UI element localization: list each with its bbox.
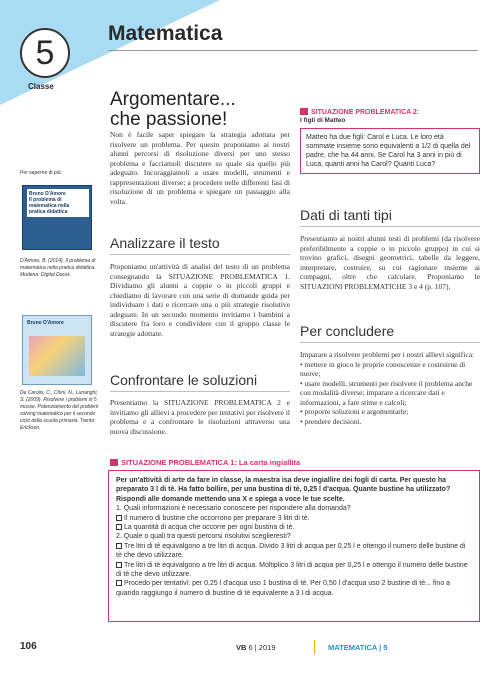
checkbox	[116, 524, 122, 530]
magazine-issue: VB 6 | 2019	[236, 643, 276, 652]
class-label: Classe	[28, 82, 54, 91]
heading-confrontare: Confrontare le soluzioni	[110, 372, 258, 388]
option-2a: Tre litri di tè equivalgono a tre litri di acqua. Divido 3 litri di acqua per 0,25 l e ottengo il numero delle bustine di tè che devo utilizzare.	[116, 542, 466, 560]
checkbox	[116, 562, 122, 568]
text-confrontare: Presentiamo la SITUAZIONE PROBLEMATICA 2 e invitiamo gli allievi a procedere per tentativi per risolvere il problema e a confrontare le risoluzioni attraverso una nuova discussione.	[110, 398, 290, 436]
heading-underline	[300, 342, 480, 343]
page-number: 106	[20, 641, 37, 652]
heading-dati: Dati di tanti tipi	[300, 207, 392, 223]
checkbox	[116, 515, 122, 521]
book-cover-2-title: Bruno D'Amore	[27, 320, 64, 326]
book-ref-2: De Carolis, C., Chini, N., Lunanghi, S. (2009). Risolvere i problemi in 5 mosse. Potenziamento del problem solving matematico per il secondo ciclo della scuola primaria. Trento: Erickson.	[20, 390, 99, 431]
option-2c: Procedo per tentativi: per 0,25 l d'acqua uso 1 bustina di tè. Per 0,50 l d'acqua uso 2 bustine di tè... fino a quando raggiungo il numero di bustine di tè equivalente a 3 l di acqua.	[116, 580, 451, 597]
situazione-2-subtitle: I figli di Matteo	[300, 117, 346, 124]
option-1b: La quantità di acqua che occorre per ogni bustina di tè.	[116, 523, 472, 532]
book-cover-1	[22, 185, 92, 250]
option-1a: Il numero di bustine che occorrono per preparare 3 litri di tè.	[116, 514, 472, 523]
heading-analizzare: Analizzare il testo	[110, 235, 220, 251]
situazione-2-heading: SITUAZIONE PROBLEMATICA 2:	[300, 108, 480, 116]
header-rule	[108, 50, 478, 51]
pencil-icon	[300, 108, 308, 115]
situazione-2-box: Matteo ha due figli: Carol e Luca. Le loro età sommate insieme sono equivalenti a 1/2 di quella del padre, che ha 44 anni. Se Carol ha 3 anni in più di Luca, quanti anni ha Carol? Quanti Luca?	[300, 128, 480, 174]
option-2b: Tre litri di tè equivalgono a tre litri di acqua. Moltiplico 3 litri di acqua per 0,25 l e ottengo il numero delle bustine di tè che devo utilizzare.	[116, 561, 468, 579]
book-cover-2-art	[29, 336, 85, 376]
sidebar-caption: Per saperne di più:	[20, 170, 62, 176]
heading-concludere: Per concludere	[300, 323, 395, 339]
text-analizzare: Proponiamo un'attività di analisi del testo di un problema consegnando la SITUAZIONE PROBLEMATICA 1. Dividiamo gli alunni a coppie o in piccoli gruppi e chiediamo di lavorare con una serie di domande guida per individuare i dati e ricercare una o più strategie risolutive adeguate. In un secondo momento invitiamo i bambini a discutere fra loro e condividere con il gruppo classe le strategie adottate.	[110, 262, 290, 338]
text-dati: Presentiamo ai nostri alunni testi di problemi (da risolvere preferibilmente a coppie o in piccolo gruppo) in cui si trovino grafici, disegni geometrici, tabelle da leggere, interpretare, costruire, su cui ragionare insieme ai compagni, oltre che calcolare. Proponiamo le SITUAZIONI PROBLEMATICHE 3 e 4 (p. 107).	[300, 234, 480, 291]
situazione-1-box	[108, 470, 480, 622]
page-subject: Matematica	[108, 22, 223, 45]
checkbox	[116, 580, 122, 586]
page-title: Argomentare... che passione!	[110, 89, 236, 130]
situazione-1-intro: Per un'attività di arte da fare in classe, la maestra ìsa deve ingiallire dei fogli di carta. Per questo ha preparato 3 l di tè. Ha fatto bollire, per una bustina di tè, 0,25 l d'acqua. Quante bustine ha utilizzato? Rispondi alle domande mettendo una X e spiega a voce le tue scelte.	[116, 477, 451, 503]
situazione-2-panel	[300, 108, 480, 174]
footer-section: MATEMATICA | 5	[328, 643, 388, 652]
intro-text: Non è facile saper spiegare la strategia adottata per risolvere un problema. Per questo proponiamo ai nostri alunni percorsi di risoluzione diversi per uno stesso problema e facciamoli discutere su quale sia quello più adeguato. Incoraggiamoli a usare modelli, strumenti e rappresentazioni diverse; a procedere nelle differenti fasi di risoluzione di un problema e spiegare un passaggio alla volta.	[110, 130, 290, 206]
book-cover-1-title: Bruno D'Amore Il problema di matematica nella pratica didattica	[27, 189, 89, 217]
footer-divider	[314, 640, 315, 654]
question-1: 1. Quali informazioni è necessario conoscere per rispondere alla domanda?	[116, 505, 351, 513]
pencil-icon	[110, 459, 118, 466]
heading-underline	[300, 226, 480, 227]
heading-underline	[110, 391, 290, 392]
heading-underline	[110, 254, 290, 255]
question-2: 2. Quale o quali tra questi percorsi risolutivi sceglieresti?	[116, 533, 291, 541]
list-concludere: Imparare a risolvere problemi per i nostri allievi significa: • mettere in gioco le proprie conoscenze e costruirne di nuove; • usare modelli, strumenti per risolvere il problema anche con modalità diverse; imparare a ricercare dati e informazioni, a fare stime e calcoli; • proporre soluzioni e argomentarle; • prendere decisioni.	[300, 350, 475, 426]
book-cover-2	[22, 315, 92, 385]
checkbox	[116, 543, 122, 549]
class-number-badge: 5	[20, 28, 70, 78]
situazione-1-heading: SITUAZIONE PROBLEMATICA 1: La carta ingiallita	[110, 458, 480, 467]
book-ref-1: D'Amore, B. (2014). Il problema di matematica nella pratica didattica. Modena: Digital Docet.	[20, 258, 96, 278]
